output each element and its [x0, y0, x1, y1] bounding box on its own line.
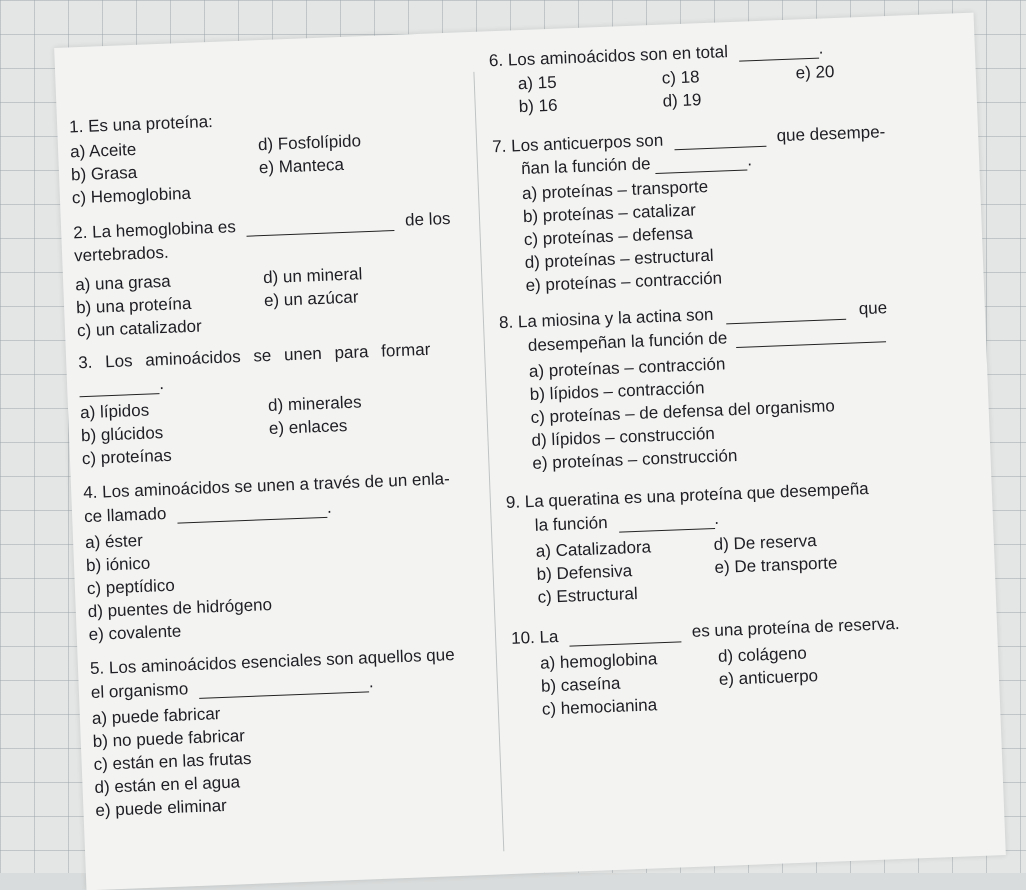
- option-b[interactable]: b) proteínas – catalizar: [522, 200, 697, 227]
- option-e[interactable]: e) Manteca: [258, 154, 345, 178]
- option-e[interactable]: e) 20: [795, 62, 835, 83]
- question-number: 10.: [510, 627, 536, 648]
- option-c[interactable]: c) un catalizador: [76, 316, 203, 341]
- option-d[interactable]: d) están en el agua: [94, 772, 241, 797]
- question-number: 7.: [491, 136, 507, 157]
- question-6: 6. Los aminoácidos son en total . a) 15 b) 16 c) 18 d) 19 e) 20: [488, 38, 835, 117]
- answer-blank-1[interactable]: [726, 303, 847, 325]
- option-a[interactable]: a) lípidos: [79, 400, 150, 423]
- option-e[interactable]: e) covalente: [88, 621, 182, 645]
- question-text-cont: el organismo: [90, 679, 189, 703]
- option-e[interactable]: e) puede eliminar: [95, 795, 228, 820]
- question-number: 3.: [77, 352, 93, 373]
- question-text: Es una proteína:: [87, 111, 214, 136]
- answer-blank[interactable]: [177, 501, 328, 524]
- question-4: 4. Los aminoácidos se unen a través de un enla- ce llamado . a) éster b) iónico c) peptídico d) puentes de hidrógeno e) covalente: [82, 469, 451, 645]
- question-number: 1.: [68, 116, 84, 137]
- option-e[interactable]: e) un azúcar: [263, 287, 359, 311]
- option-d[interactable]: d) minerales: [267, 392, 362, 416]
- answer-blank-1[interactable]: [674, 130, 767, 151]
- question-text-after: que: [858, 298, 888, 319]
- answer-blank[interactable]: [199, 675, 370, 699]
- option-a[interactable]: a) una grasa: [74, 271, 172, 295]
- question-text: La: [539, 627, 559, 647]
- question-text: La miosina y la actina son: [517, 304, 714, 332]
- option-a[interactable]: a) proteínas – transporte: [521, 176, 709, 204]
- question-text: La hemoglobina es: [91, 217, 237, 242]
- option-d[interactable]: d) 19: [662, 90, 702, 111]
- option-a[interactable]: a) 15: [517, 72, 557, 94]
- option-d[interactable]: d) proteínas – estructural: [524, 245, 714, 273]
- option-a[interactable]: a) hemoglobina: [539, 649, 658, 673]
- question-number: 8.: [498, 312, 514, 333]
- option-d[interactable]: d) colágeno: [717, 643, 808, 666]
- option-d[interactable]: d) un mineral: [262, 264, 363, 288]
- option-d[interactable]: d) lípidos – construcción: [531, 423, 716, 450]
- answer-blank[interactable]: [618, 512, 715, 533]
- question-number: 9.: [505, 492, 521, 512]
- option-c[interactable]: c) Hemoglobina: [71, 183, 192, 208]
- question-text-cont: ñan la función de: [520, 154, 651, 179]
- option-b[interactable]: b) Defensiva: [536, 561, 633, 584]
- question-text: Los anticuerpos son: [510, 130, 664, 156]
- answer-blank-2[interactable]: [736, 325, 887, 348]
- question-text-after: de los: [404, 208, 451, 230]
- option-a[interactable]: a) proteínas – contracción: [528, 354, 726, 381]
- option-d[interactable]: d) puentes de hidrógeno: [87, 595, 273, 622]
- question-text-after: que desempe-: [776, 122, 886, 146]
- question-number: 2.: [72, 222, 88, 243]
- question-number: 4.: [82, 482, 98, 503]
- option-b[interactable]: b) iónico: [85, 553, 151, 576]
- option-a[interactable]: a) éster: [84, 530, 144, 553]
- question-text-after: es una proteína de reserva.: [691, 613, 900, 641]
- option-b[interactable]: b) no puede fabricar: [92, 726, 246, 751]
- option-d[interactable]: d) Fosfolípido: [257, 131, 362, 155]
- question-text-cont: desempeñan la función de: [527, 328, 728, 355]
- question-text-cont: la función: [534, 513, 608, 535]
- question-text-cont: vertebrados.: [73, 242, 169, 266]
- question-5: 5. Los aminoácidos esenciales son aquellos que el organismo . a) puede fabricar b) no puede fabricar c) están en las frutas d) están en el agua e) puede eliminar: [89, 645, 455, 820]
- option-d[interactable]: d) De reserva: [713, 531, 817, 555]
- option-e[interactable]: e) proteínas – construcción: [532, 446, 738, 473]
- worksheet-page: [54, 13, 1006, 890]
- option-a[interactable]: a) puede fabricar: [91, 704, 221, 729]
- answer-blank-2[interactable]: [655, 153, 748, 174]
- question-text: Los aminoácidos esenciales son aquellos que: [108, 645, 455, 678]
- option-c[interactable]: c) están en las frutas: [93, 748, 252, 774]
- question-text-cont: ce llamado: [83, 504, 167, 527]
- option-b[interactable]: b) 16: [518, 95, 558, 117]
- option-b[interactable]: b) Grasa: [70, 162, 138, 185]
- question-number: 5.: [89, 658, 105, 679]
- option-c[interactable]: c) proteínas – defensa: [523, 223, 694, 250]
- answer-blank[interactable]: [246, 214, 395, 237]
- question-text: La queratina es una proteína que desempeña: [524, 479, 870, 512]
- answer-blank[interactable]: [79, 377, 160, 397]
- answer-blank[interactable]: [738, 42, 819, 62]
- question-text: Los aminoácidos son en total: [507, 42, 729, 70]
- answer-blank[interactable]: [569, 625, 682, 646]
- option-e[interactable]: e) De transporte: [714, 553, 838, 577]
- column-divider: [473, 72, 504, 851]
- option-b[interactable]: b) glúcidos: [80, 423, 164, 446]
- option-a[interactable]: a) Aceite: [69, 139, 137, 162]
- option-c[interactable]: c) peptídico: [86, 575, 176, 599]
- option-a[interactable]: a) Catalizadora: [535, 537, 652, 561]
- option-e[interactable]: e) enlaces: [268, 416, 348, 438]
- option-b[interactable]: b) caseína: [540, 673, 621, 696]
- question-7: 7. Los anticuerpos son que desempe- ñan la función de . a) proteínas – transporte b) proteínas – catalizar c) proteínas – defensa d) proteínas – estructural e) proteínas – contracción: [491, 122, 886, 296]
- option-c[interactable]: c) proteínas: [81, 445, 173, 469]
- option-c[interactable]: c) 18: [661, 67, 700, 88]
- option-b[interactable]: b) una proteína: [75, 293, 192, 318]
- option-e[interactable]: e) proteínas – contracción: [525, 268, 723, 296]
- option-b[interactable]: b) lípidos – contracción: [529, 378, 705, 404]
- option-c[interactable]: c) hemocianina: [541, 695, 658, 719]
- question-9: 9. La queratina es una proteína que desempeña la función . a) Catalizadora b) Defensiva c) Estructural d) De reserva e) De transporte: [505, 479, 870, 607]
- question-text: Los aminoácidos se unen a través de un enla-: [101, 469, 451, 502]
- question-number: 6.: [488, 50, 504, 71]
- option-c[interactable]: c) proteínas – de defensa del organismo: [530, 396, 836, 427]
- question-text: Los aminoácidos se unen para formar: [104, 339, 431, 372]
- question-3: 3. Los aminoácidos se unen para formar . a) lípidos b) glúcidos c) proteínas d) minerales e) enlaces: [77, 339, 431, 469]
- option-c[interactable]: c) Estructural: [537, 583, 639, 607]
- option-e[interactable]: e) anticuerpo: [718, 666, 819, 689]
